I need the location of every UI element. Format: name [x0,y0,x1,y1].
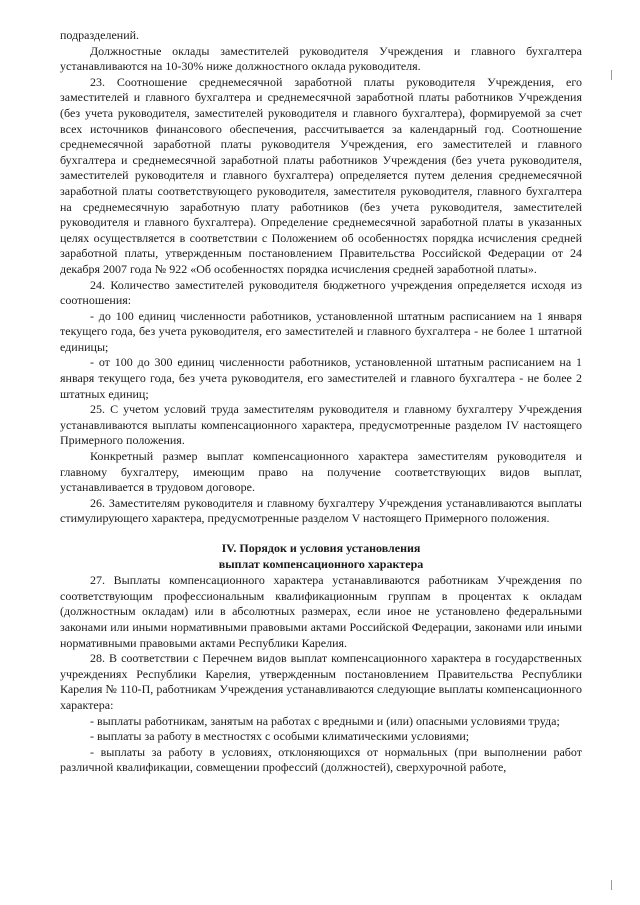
paragraph-27: 27. Выплаты компенсационного характера устанавливаются работникам Учреждения по соответствующим профессиональным квалификационным группам в процентах к окладам (должностным окладам) или в абсолютных размерах, если иное не установлено федеральными законами или иными нормативными правовыми актами Российской Федерации, законами или иными нормативными правовыми актами Республики Карелия. [60,573,582,650]
paragraph-24-item-1: - до 100 единиц численности работников, установленной штатным расписанием на 1 января текущего года, без учета руководителя, его заместителей и главного бухгалтера - не более 1 штатной единицы; [60,308,582,354]
paragraph-25-detail: Конкретный размер выплат компенсационного характера заместителям руководителя и главному бухгалтеру, имеющим право на получение соответствующих видов выплат, устанавливается в трудовом договоре. [60,449,582,495]
section-heading-line-2: выплат компенсационного характера [218,556,424,571]
document-body [60,28,582,776]
paragraph-24-item-2: - от 100 до 300 единиц численности работников, установленной штатным расписанием на 1 января текущего года, без учета руководителя, его заместителей и главного бухгалтера - не более 2 штатных единиц; [60,355,582,401]
paragraph-23: 23. Соотношение среднемесячной заработной платы руководителя Учреждения, его заместителей и главного бухгалтера и среднемесячной заработной платы работников Учреждения (без учета руководителя, заместителей руководителя и главного бухгалтера), формируемой за счет всех источников финансового обеспечения, рассчитывается за календарный год. Соотношение среднемесячной заработной платы руководителя Учреждения, его заместителей и главного бухгалтера и среднемесячной заработной платы работников Учреждения (без учета руководителя, заместителей руководителя и главного бухгалтера) определяется путем деления среднемесячной заработной платы соответствующего руководителя, заместителя руководителя, главного бухгалтера на среднемесячную заработную плату работников (без учета руководителя, заместителей руководителя и главного бухгалтера). Определение среднемесячной заработной платы в указанных целях осуществляется в соответствии с Положением об особенностях порядка исчисления средней заработной платы, утвержденным постановлением Правительства Российской Федерации от 24 декабря 2007 года № 922 «Об особенностях порядка исчисления средней заработной платы». [60,74,582,276]
paragraph-28-item-3: - выплаты за работу в условиях, отклоняющихся от нормальных (при выполнении работ различной квалификации, совмещении профессий (должностей), сверхурочной работе, [60,744,582,775]
paragraph-28-item-2: - выплаты за работу в местностях с особыми климатическими условиями; [90,729,470,744]
paragraph-continuation: подразделений. [60,28,140,42]
paragraph-25: 25. С учетом условий труда заместителям руководителя и главному бухгалтеру Учреждения устанавливаются выплаты компенсационного характера, предусмотренные разделом IV настоящего Примерного положения. [60,402,582,448]
paragraph-oklad: Должностные оклады заместителей руководителя Учреждения и главного бухгалтера устанавливаются на 10-30% ниже должностного оклада руководителя. [60,43,582,74]
scan-margin-mark [611,880,612,890]
paragraph-28-item-1: - выплаты работникам, занятым на работах с вредными и (или) опасными условиями труда; [90,713,560,728]
paragraph-26: 26. Заместителям руководителя и главному бухгалтеру Учреждения устанавливаются выплаты стимулирующего характера, предусмотренные разделом V настоящего Примерного положения. [60,495,582,526]
scan-margin-mark [611,70,612,80]
section-heading [60,541,582,572]
paragraph-24: 24. Количество заместителей руководителя бюджетного учреждения определяется исходя из соотношения: [60,277,582,308]
paragraph-28: 28. В соответствии с Перечнем видов выплат компенсационного характера в государственных учреждениях Республики Карелия, утвержденным постановлением Правительства Республики Карелия № 110-П, работникам Учреждения устанавливаются следующие выплаты компенсационного характера: [60,651,582,712]
section-heading-line-1: IV. Порядок и условия установления [221,541,421,555]
